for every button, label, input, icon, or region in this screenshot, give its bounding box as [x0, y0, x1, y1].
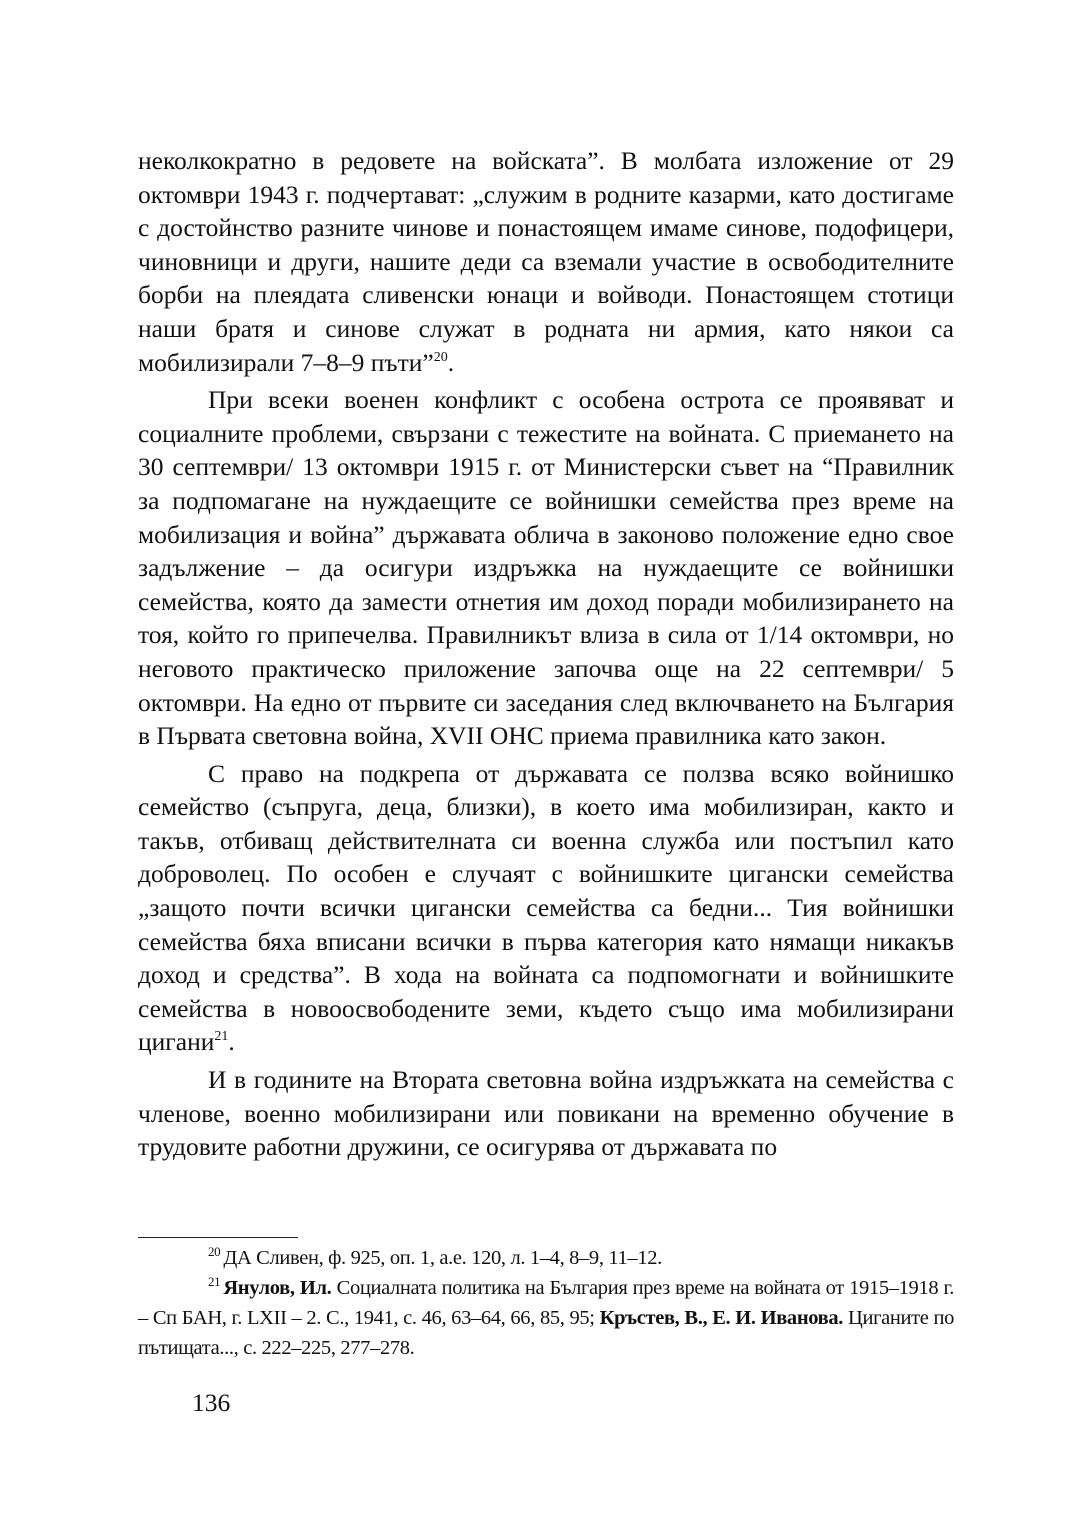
- footnote-number: 20: [208, 1244, 221, 1259]
- footnotes: [138, 1243, 954, 1363]
- footnote-number: 21: [208, 1274, 221, 1289]
- footnote-20: [138, 1243, 954, 1273]
- footnote-text: ДА Сливен, ф. 925, оп. 1, а.е. 120, л. 1–4, 8–9, 11–12.: [223, 1247, 662, 1269]
- footnote-text: Социалната политика на България през време на войната от 1915–1918 г. – Сп БАН, г. LXII – 2. С., 1941, с. 46, 63–64, 66, 85, 95;: [138, 1277, 954, 1329]
- main-text: [138, 144, 954, 1164]
- paragraph-end-punctuation: .: [228, 1027, 235, 1057]
- paragraph-end-punctuation: .: [447, 347, 455, 377]
- paragraph-2: [138, 383, 954, 753]
- footnote-author: Кръстев, В., Е. И. Иванова.: [599, 1307, 844, 1329]
- page-number: 136: [192, 1388, 231, 1417]
- paragraph-text: При всеки военен конфликт с особена острота се проявяват и социалните проблеми, свързани с тежестите на войната. С приемането на 30 септември/ 13 октомври 1915 г. от Министерски съвет на “Правилник за подпомагане на нуждаещите се войнишки семейства през време на мобилизация и война” държавата облича в законово положение едно свое задължение – да осигури издръжка на нуждаещите се войнишки семейства, която да замести отнетия им доход поради мобилизирането на тоя, който го припечелва. Правилникът влиза в сила от 1/14 октомври, но неговото практическо приложение започва още на 22 септември/ 5 октомври. На едно от първите си заседания след включването на България в Първата световна война, XVII ОНС приема правилника като закон.: [138, 385, 954, 751]
- paragraph-1: [138, 144, 954, 379]
- paragraph-4: [138, 1063, 954, 1164]
- paragraph-text: С право на подкрепа от държавата се ползва всяко войнишко семейство (съпруга, деца, близки), в което има мобилизиран, както и такъв, отбиващ действителната си военна служба или постъпил като доброволец. По особен е случаят с войнишките цигански семейства „защото почти всички цигански семейства са бедни... Тия войнишки семейства бяха вписани всички в първа категория като нямащи никакъв доход и средства”. В хода на войната са подпомогнати и войнишките семейства в новоосвободените земи, където също има мобилизирани цигани: [138, 758, 954, 1057]
- paragraph-text: И в годините на Втората световна война издръжката на семейства с членове, военно мобилизирани или повикани на временно обучение в трудовите работни дружини, се осигурява от държавата по: [138, 1065, 954, 1162]
- footnote-author: Янулов, Ил.: [223, 1277, 332, 1299]
- footnote-reference-21: 21: [214, 1029, 229, 1045]
- footnote-divider: [138, 1237, 298, 1238]
- footnote-text: Циганите по пътищата..., с. 222–225, 277–278.: [138, 1307, 954, 1359]
- footnote-21: [138, 1273, 954, 1363]
- footnote-reference-20: 20: [433, 349, 448, 365]
- paragraph-3: [138, 757, 954, 1059]
- paragraph-text: неколкократно в редовете на войската”. В молбата изложение от 29 октомври 1943 г. подчертават: „служим в родните казарми, като достигаме с достойнство разните чинове и понастоящем имаме синове, подофицери, чиновници и други, нашите деди са вземали участие в освободителните борби на плеядата сливенски юнаци и войводи. Понастоящем стотици наши братя и синове служат в родната ни армия, като някои са мобилизирали 7–8–9 пъти”: [138, 146, 954, 377]
